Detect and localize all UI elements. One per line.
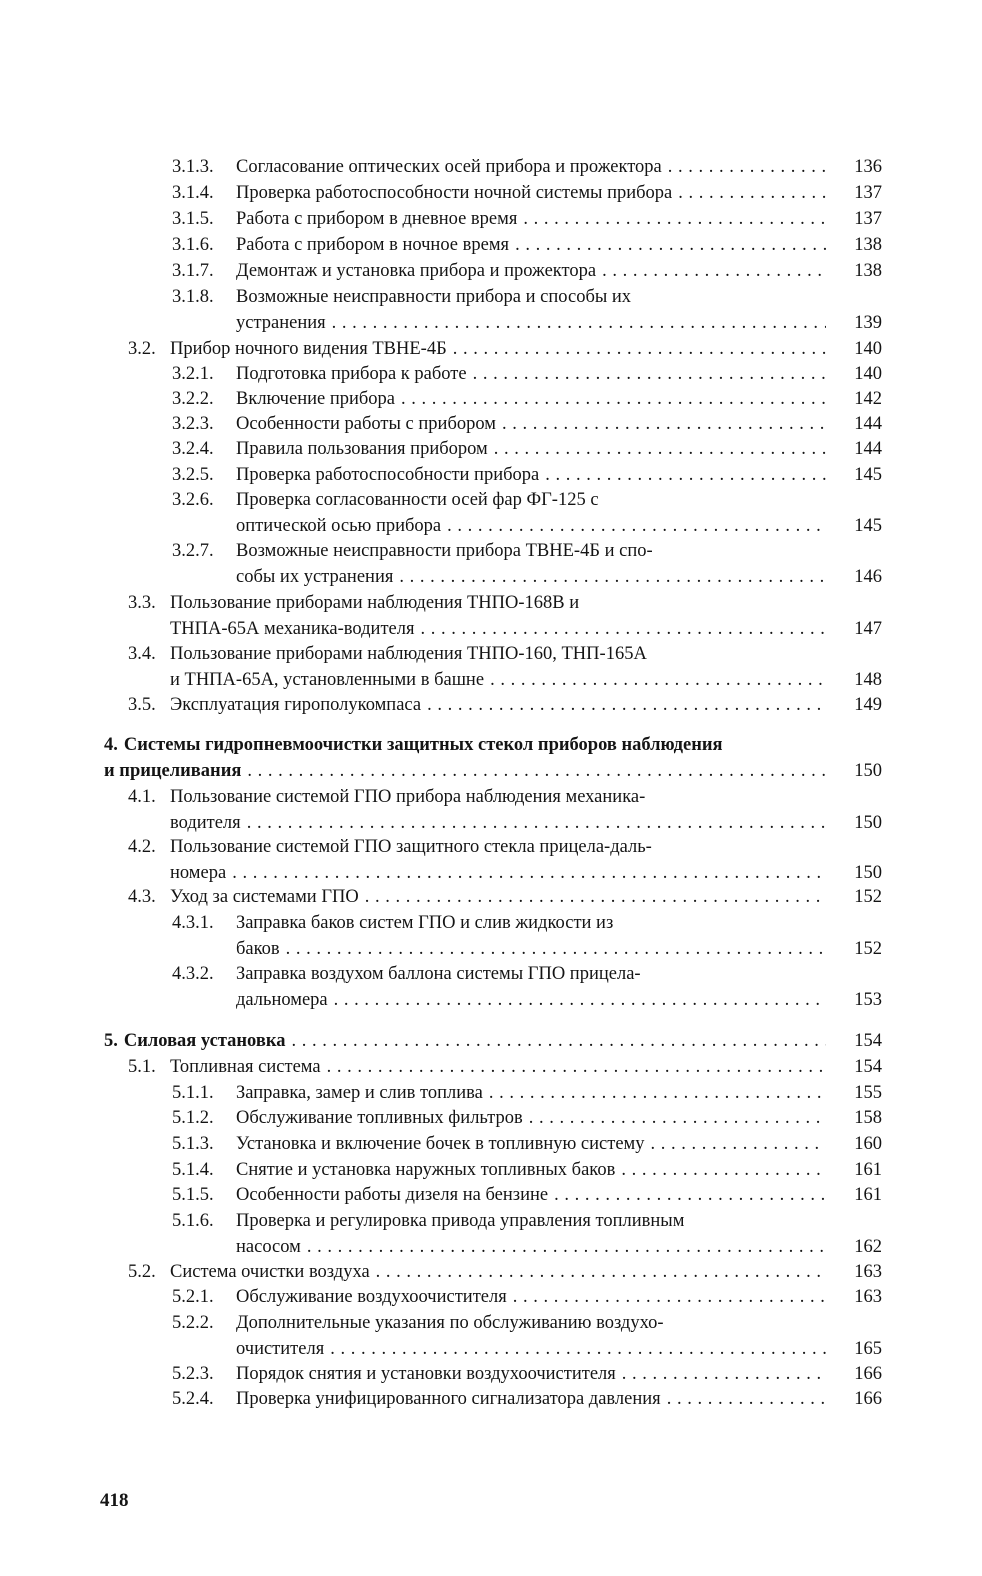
dot-leader — [232, 860, 826, 886]
toc-entry-number: 5.2.4. — [172, 1389, 214, 1409]
toc-entry-title: Дополнительные указания по обслуживанию воздухо- — [236, 1313, 664, 1333]
toc-entry — [172, 462, 832, 488]
toc-entry-number: 5.1.2. — [172, 1108, 214, 1128]
toc-entry-continuation — [170, 860, 832, 886]
toc-entry-page: 146 — [854, 566, 882, 587]
toc-entry — [128, 1054, 832, 1080]
toc-entry-continuation — [236, 1336, 832, 1362]
dot-leader — [330, 1336, 826, 1362]
toc-entry-title: Проверка согласованности осей фар ФГ-125 с — [236, 490, 599, 510]
toc-entry-title: Пользование приборами наблюдения ТНПО-168В и — [170, 593, 580, 613]
toc-entry-title: и ТНПА-65А, установленными в башне — [170, 669, 485, 690]
toc-entry-number: 3.1.6. — [172, 235, 214, 255]
toc-entry — [172, 1310, 664, 1336]
dot-leader — [447, 513, 826, 539]
toc-entry-number: 3.3. — [128, 593, 156, 613]
toc-entry-page: 137 — [854, 209, 882, 229]
dot-leader — [529, 1105, 826, 1131]
toc-entry-title: Эксплуатация гирополукомпаса — [170, 695, 422, 715]
toc-entry — [172, 232, 832, 258]
toc-entry-page: 152 — [854, 887, 882, 907]
toc-entry-continuation — [236, 1234, 832, 1260]
toc-entry-continuation — [236, 513, 832, 539]
dot-leader — [286, 936, 826, 962]
toc-entry-title: номера — [170, 862, 227, 883]
toc-entry-page: 152 — [854, 938, 882, 959]
toc-entry-title: Проверка унифицированного сигнализатора давления — [236, 1389, 661, 1409]
toc-entry — [172, 1284, 832, 1310]
toc-entry — [172, 386, 832, 412]
toc-entry — [128, 692, 832, 718]
toc-entry-title: Пользование приборами наблюдения ТНПО-160, ТНП-165А — [170, 644, 647, 664]
toc-entry-continuation — [170, 810, 832, 836]
toc-entry-page: 144 — [854, 414, 882, 434]
toc-entry-number: 5.1. — [128, 1057, 156, 1077]
dot-leader — [334, 987, 826, 1013]
dot-leader — [523, 206, 826, 232]
toc-entry-number: 5.1.6. — [172, 1211, 214, 1231]
dot-leader — [622, 1361, 826, 1387]
dot-leader — [513, 1284, 826, 1310]
toc-entry-title: Работа с прибором в ночное время — [236, 235, 510, 255]
toc-entry-title: баков — [236, 938, 280, 959]
toc-entry-title: Пользование системой ГПО прибора наблюдения механика- — [170, 787, 646, 807]
toc-entry-number: 3.1.5. — [172, 209, 214, 229]
toc-entry-number: 5.1.5. — [172, 1185, 214, 1205]
toc-entry-number: 3.1.7. — [172, 261, 214, 281]
toc-entry-title: Системы гидропневмоочистки защитных стекол приборов наблюдения — [123, 735, 723, 755]
toc-entry — [172, 1080, 832, 1106]
dot-leader — [678, 180, 826, 206]
toc-entry-page: 163 — [854, 1262, 882, 1282]
toc-entry — [172, 1182, 832, 1208]
toc-entry-page: 162 — [854, 1236, 882, 1257]
toc-entry-title: Заправка воздухом баллона системы ГПО прицела- — [236, 964, 641, 984]
dot-leader — [651, 1131, 827, 1157]
toc-entry — [172, 436, 832, 462]
toc-entry-page: 145 — [854, 465, 882, 485]
toc-entry-page: 160 — [854, 1134, 882, 1154]
toc-entry — [172, 206, 832, 232]
toc-entry-page: 138 — [854, 235, 882, 255]
dot-leader — [489, 1080, 826, 1106]
toc-entry-number: 3.2.5. — [172, 465, 214, 485]
toc-entry — [172, 361, 832, 387]
toc-entry-title: Демонтаж и установка прибора и прожектора — [236, 261, 597, 281]
toc-entry-title: Проверка работоспособности ночной системы прибора — [236, 183, 673, 203]
toc-entry-page: 138 — [854, 261, 882, 281]
toc-entry-title: Согласование оптических осей прибора и прожектора — [236, 157, 662, 177]
toc-entry-title: Включение прибора — [236, 389, 396, 409]
dot-leader — [545, 462, 826, 488]
toc-entry-title: Уход за системами ГПО — [170, 887, 359, 907]
toc-entry-title: Особенности работы с прибором — [236, 414, 496, 434]
toc-entry-page: 163 — [854, 1287, 882, 1307]
toc-entry — [172, 538, 653, 564]
dot-leader — [453, 336, 826, 362]
toc-entry-continuation — [236, 564, 832, 590]
toc-entry — [128, 784, 645, 810]
toc-entry — [128, 336, 832, 362]
toc-entry — [172, 1361, 832, 1387]
toc-entry-page: 140 — [854, 364, 882, 384]
toc-entry-number: 3.2. — [128, 339, 156, 359]
toc-entry-title: ТНПА-65А механика-водителя — [170, 618, 415, 639]
toc-entry-title: Заправка, замер и слив топлива — [236, 1083, 483, 1103]
toc-entry-number: 3.5. — [128, 695, 156, 715]
toc-entry — [104, 1028, 832, 1054]
toc-entry-number: 4.1. — [128, 787, 156, 807]
dot-leader — [291, 1028, 826, 1054]
toc-entry-title: Система очистки воздуха — [170, 1262, 370, 1282]
dot-leader — [376, 1259, 826, 1285]
toc-entry-page: 165 — [854, 1338, 882, 1359]
toc-entry-number: 3.2.1. — [172, 364, 214, 384]
toc-entry — [172, 1386, 832, 1412]
toc-entry-number: 3.2.2. — [172, 389, 214, 409]
toc-entry — [172, 1157, 832, 1183]
toc-entry-title: Обслуживание топливных фильтров — [236, 1108, 523, 1128]
toc-entry-number: 4.3. — [128, 887, 156, 907]
toc-entry-page: 154 — [854, 1031, 882, 1051]
toc-entry-page: 136 — [854, 157, 882, 177]
toc-entry-page: 150 — [854, 812, 882, 833]
toc-entry-number: 4.3.1. — [172, 913, 214, 933]
toc-entry — [128, 1259, 832, 1285]
dot-leader — [247, 810, 826, 836]
toc-entry-page: 150 — [854, 862, 882, 883]
toc-entry-number: 4.2. — [128, 837, 156, 857]
toc-entry-title: Возможные неисправности прибора и способы их — [236, 287, 632, 307]
toc-entry — [172, 487, 599, 513]
toc-entry-number: 3.1.4. — [172, 183, 214, 203]
toc-entry-number: 5.2.1. — [172, 1287, 214, 1307]
toc-entry-page: 166 — [854, 1389, 882, 1409]
toc-entry-page: 155 — [854, 1083, 882, 1103]
toc-entry — [172, 961, 641, 987]
toc-entry-page: 150 — [854, 760, 882, 781]
toc-entry-title: Проверка работоспособности прибора — [236, 465, 540, 485]
toc-entry — [172, 258, 832, 284]
dot-leader — [494, 436, 826, 462]
toc-entry-title: Проверка и регулировка привода управления топливным — [236, 1211, 685, 1231]
dot-leader — [365, 884, 826, 910]
toc-entry-page: 140 — [854, 339, 882, 359]
toc-entry-page: 137 — [854, 183, 882, 203]
toc-entry-number: 5.1.4. — [172, 1160, 214, 1180]
toc-entry-title: дальномера — [236, 989, 328, 1010]
toc-entry — [128, 590, 579, 616]
dot-leader — [602, 258, 826, 284]
dot-leader — [327, 1054, 826, 1080]
dot-leader — [427, 692, 826, 718]
toc-entry-number: 5.2. — [128, 1262, 156, 1282]
toc-entry-page: 158 — [854, 1108, 882, 1128]
toc-entry-number: 3.2.3. — [172, 414, 214, 434]
toc-entry — [172, 180, 832, 206]
dot-leader — [490, 667, 826, 693]
toc-entry-title: собы их устранения — [236, 566, 394, 587]
toc-entry-continuation — [236, 310, 832, 336]
toc-entry — [172, 1105, 832, 1131]
toc-entry — [172, 154, 832, 180]
dot-leader — [401, 386, 826, 412]
toc-entry-continuation — [170, 667, 832, 693]
dot-leader — [332, 310, 826, 336]
toc-entry-title: Подготовка прибора к работе — [236, 364, 467, 384]
toc-entry-title: Пользование системой ГПО защитного стекла прицела-даль- — [170, 837, 652, 857]
toc-entry-page: 161 — [854, 1160, 882, 1180]
toc-entry-continuation — [170, 616, 832, 642]
toc-entry-title: очистителя — [236, 1338, 325, 1359]
toc-entry-title: Работа с прибором в дневное время — [236, 209, 518, 229]
toc-entry-number: 3.2.7. — [172, 541, 214, 561]
toc-entry — [172, 284, 631, 310]
toc-entry-page: 139 — [854, 312, 882, 333]
dot-leader — [667, 1386, 826, 1412]
toc-entry-title: Правила пользования прибором — [236, 439, 488, 459]
toc-entry-number: 5.2.2. — [172, 1313, 214, 1333]
toc-entry-title: насосом — [236, 1236, 301, 1257]
toc-entry-title: Прибор ночного видения ТВНЕ-4Б — [170, 339, 447, 359]
toc-entry-title: устранения — [236, 312, 326, 333]
toc-entry-title: Обслуживание воздухоочистителя — [236, 1287, 507, 1307]
dot-leader — [399, 564, 826, 590]
toc-entry-page: 154 — [854, 1057, 882, 1077]
dot-leader — [473, 361, 826, 387]
dot-leader — [668, 154, 826, 180]
toc-entry-number: 5.1.1. — [172, 1083, 214, 1103]
toc-entry-number: 3.2.4. — [172, 439, 214, 459]
toc-entry-continuation — [236, 936, 832, 962]
toc-entry-number: 3.4. — [128, 644, 156, 664]
toc-entry — [172, 411, 832, 437]
toc-entry-title: Силовая установка — [123, 1031, 286, 1051]
toc-entry-title: Возможные неисправности прибора ТВНЕ-4Б и спо- — [236, 541, 653, 561]
toc-entry-number: 5.1.3. — [172, 1134, 214, 1154]
toc-entry-title: оптической осью прибора — [236, 515, 442, 536]
dot-leader — [621, 1157, 826, 1183]
toc-entry-page: 148 — [854, 669, 882, 690]
toc-entry-page: 166 — [854, 1364, 882, 1384]
toc-entry — [128, 884, 832, 910]
dot-leader — [554, 1182, 826, 1208]
toc-entry-number: 3.1.3. — [172, 157, 214, 177]
toc-entry-title: Установка и включение бочек в топливную систему — [236, 1134, 645, 1154]
toc-entry-number: 5.2.3. — [172, 1364, 214, 1384]
toc-entry-title: Топливная система — [170, 1057, 321, 1077]
toc-entry-title: Заправка баков систем ГПО и слив жидкости из — [236, 913, 614, 933]
toc-entry-continuation — [236, 987, 832, 1013]
toc-entry-number: 5. — [104, 1031, 118, 1051]
toc-entry — [128, 834, 652, 860]
toc-entry-title: Снятие и установка наружных топливных баков — [236, 1160, 616, 1180]
toc-entry-continuation — [104, 758, 832, 784]
dot-leader — [307, 1234, 826, 1260]
toc-entry-page: 153 — [854, 989, 882, 1010]
toc-entry — [104, 732, 723, 758]
toc-entry-page: 144 — [854, 439, 882, 459]
toc-entry — [128, 641, 647, 667]
toc-entry — [172, 910, 613, 936]
toc-entry-number: 3.1.8. — [172, 287, 214, 307]
toc-entry-title: Особенности работы дизеля на бензине — [236, 1185, 549, 1205]
toc-entry-number: 3.2.6. — [172, 490, 214, 510]
toc-entry-number: 4.3.2. — [172, 964, 214, 984]
dot-leader — [502, 411, 826, 437]
toc-entry — [172, 1131, 832, 1157]
toc-entry — [172, 1208, 684, 1234]
toc-entry-title: и прицеливания — [104, 760, 242, 781]
dot-leader — [515, 232, 826, 258]
page-number: 418 — [100, 1490, 129, 1511]
toc-entry-page: 161 — [854, 1185, 882, 1205]
dot-leader — [420, 616, 826, 642]
toc-entry-page: 145 — [854, 515, 882, 536]
toc-entry-title: водителя — [170, 812, 241, 833]
toc-entry-title: Порядок снятия и установки воздухоочистителя — [236, 1364, 616, 1384]
dot-leader — [247, 758, 826, 784]
toc-entry-number: 4. — [104, 735, 118, 755]
toc-entry-page: 149 — [854, 695, 882, 715]
toc-entry-page: 147 — [854, 618, 882, 639]
toc-entry-page: 142 — [854, 389, 882, 409]
